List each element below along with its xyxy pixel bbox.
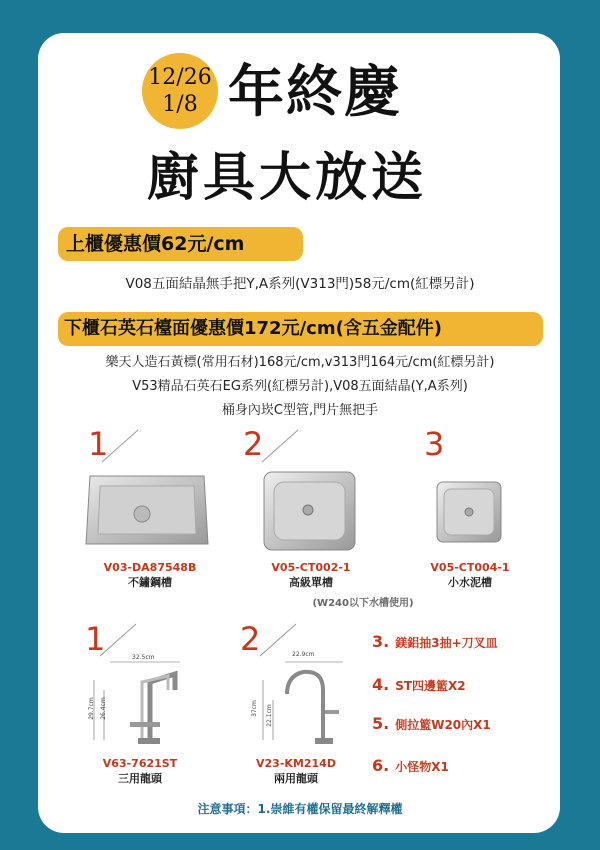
sink-image-1 [82,466,212,550]
sink-name-2: 高級單槽 [289,576,333,589]
title-sub: 廚具大放送 [147,148,428,208]
faucet-2-height-inner: 22.1cm [265,704,273,727]
faucet-1-height-outer: 29.7cm [87,697,95,720]
sink-model-2: V05-CT002-1 [271,561,351,574]
faucet-1-height-inner: 26.4cm [99,697,107,720]
extra-num-3: 3. [372,632,390,651]
extra-num-5: 5. [372,714,390,733]
upper-cabinet-banner: 上櫃優惠價62元/cm [58,227,303,261]
date-badge [142,53,218,129]
sink-model-3: V05-CT004-1 [430,561,510,574]
sink-name-3: 小水泥槽 [448,576,492,589]
date-end: 1/8 [162,92,198,117]
faucet-caption-1 [70,756,210,786]
extra-text-5: 側拉籃W20內X1 [395,718,491,732]
extra-item-3 [372,632,498,651]
faucet-model-2: V23-KM214D [256,757,336,770]
sink-note: (W240以下水槽使用) [312,598,414,609]
faucet-image-1 [80,650,200,750]
faucet-2-height-outer: 37cm [250,700,258,717]
sink-caption-3 [400,560,540,590]
faucet-number-2: 2 [240,620,261,658]
sink-name-1: 不鏽鋼槽 [128,576,172,589]
sink-number-3: 3 [424,425,445,463]
sink-image-3 [435,480,503,544]
sink-number-2: 2 [243,425,264,463]
footer-note: 注意事項：1.崇維有權保留最終解釋權 [197,802,403,816]
sink-caption-2 [241,560,381,590]
sink-number-1: 1 [88,425,109,463]
faucet-1-width: 32.5cm [132,654,155,661]
extra-num-4: 4. [372,675,390,694]
sink-caption-1 [80,560,220,590]
faucet-model-1: V63-7621ST [102,757,178,770]
extra-text-4: ST四邊籃X2 [395,679,466,693]
lower-detail-2: V53精品石英石EG系列(紅標另計),V08五面結晶(Y,A系列) [132,379,468,394]
faucet-caption-2 [226,756,366,786]
slash-divider [100,428,140,464]
extra-item-4 [372,675,466,694]
extra-text-6: 小怪物X1 [395,760,449,774]
upper-detail: V08五面結晶無手把Y,A系列(V313門)58元/cm(紅標另計) [125,276,475,292]
faucet-name-2: 兩用龍頭 [274,772,318,785]
date-start: 12/26 [148,65,212,90]
faucet-number-1: 1 [85,620,106,658]
lower-cabinet-banner: 下櫃石英石檯面優惠價172元/cm(含五金配件) [58,312,543,346]
lower-detail-1: 樂天人造石黃標(常用石材)168元/cm,v313門164元/cm(紅標另計) [105,355,495,370]
extra-item-6 [372,756,449,775]
lower-detail-3: 桶身內崁C型管,門片無把手 [221,403,379,418]
title-main: 年終慶 [228,60,402,125]
slash-divider [260,428,300,464]
extra-item-5 [372,714,491,733]
faucet-name-1: 三用龍頭 [118,772,162,785]
extra-text-3: 鎂鋁抽3抽+刀叉皿 [395,636,498,650]
extra-num-6: 6. [372,756,390,775]
faucet-image-2 [245,650,365,750]
sink-model-1: V03-DA87548B [103,561,197,574]
sink-image-2 [262,470,357,552]
faucet-2-width: 22.9cm [292,651,315,658]
